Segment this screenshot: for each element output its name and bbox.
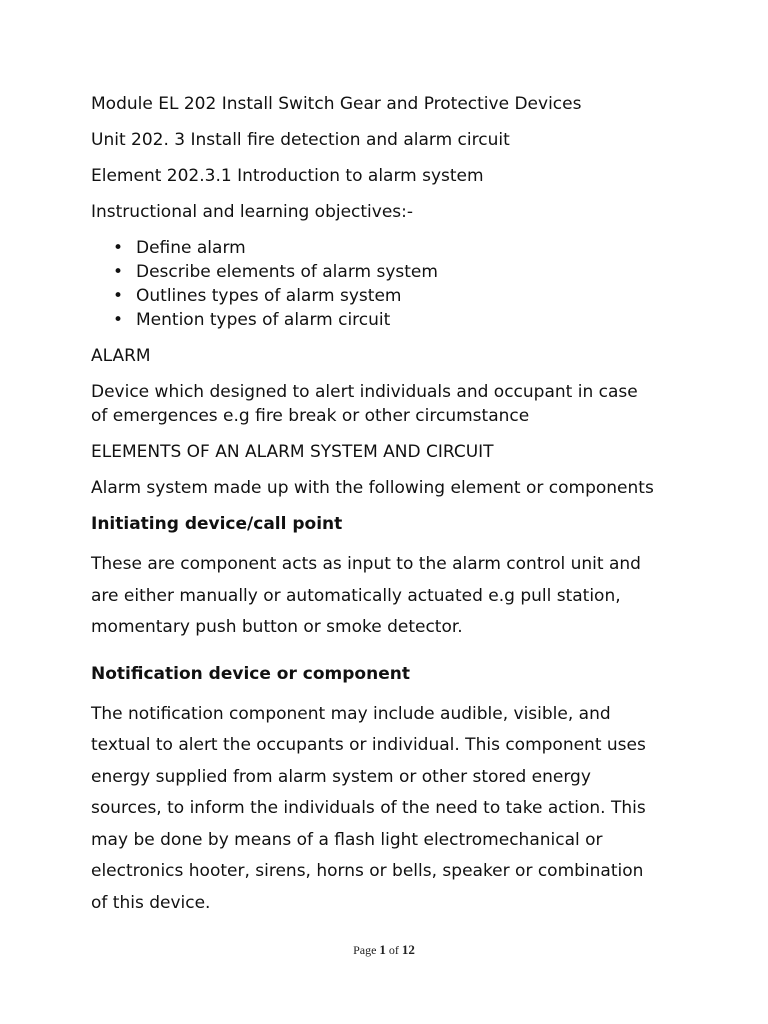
notification-line: textual to alert the occupants or individual. This component uses (91, 735, 646, 755)
list-item (91, 308, 691, 332)
notification-line: electronics hooter, sirens, horns or bells, speaker or combination (91, 861, 644, 881)
alarm-definition-line: Device which designed to alert individuals and occupant in case (91, 382, 638, 402)
bullet-icon: • (113, 286, 124, 306)
bullet-icon: • (113, 310, 124, 330)
notification-line: of this device. (91, 892, 211, 913)
initiating-heading: Initiating device/call point (91, 514, 343, 534)
list-item (91, 284, 691, 308)
objectives-list (91, 236, 691, 332)
notification-paragraph (91, 699, 691, 920)
alarm-heading: ALARM (91, 346, 151, 366)
unit-title: Unit 202. 3 Install fire detection and alarm circuit (91, 130, 510, 150)
of-label: of (388, 943, 399, 957)
alarm-definition-line: of emergences e.g fire break or other circumstance (91, 406, 530, 426)
element-title: Element 202.3.1 Introduction to alarm system (91, 166, 484, 186)
initiating-paragraph (91, 549, 691, 644)
initiating-line: are either manually or automatically actuated e.g pull station, (91, 585, 621, 606)
objectives-heading: Instructional and learning objectives:- (91, 202, 414, 222)
notification-line: may be done by means of a flash light electromechanical or (91, 829, 603, 850)
bullet-icon: • (113, 238, 124, 258)
objective-text: Define alarm (136, 238, 246, 258)
notification-line: The notification component may include audible, visible, and (91, 703, 611, 724)
objective-text: Describe elements of alarm system (136, 262, 438, 282)
notification-heading: Notification device or component (91, 663, 410, 684)
elements-heading: ELEMENTS OF AN ALARM SYSTEM AND CIRCUIT (91, 442, 494, 462)
objective-text: Mention types of alarm circuit (136, 310, 391, 330)
list-item (91, 260, 691, 284)
notification-line: sources, to inform the individuals of the need to take action. This (91, 798, 646, 818)
elements-intro: Alarm system made up with the following element or components (91, 478, 654, 498)
module-title: Module EL 202 Install Switch Gear and Protective Devices (91, 94, 582, 114)
alarm-definition (91, 380, 691, 428)
page-label: Page (353, 943, 377, 957)
bullet-icon: • (113, 262, 124, 282)
initiating-line: momentary push button or smoke detector. (91, 617, 463, 637)
notification-line: energy supplied from alarm system or other stored energy (91, 766, 591, 787)
objective-text: Outlines types of alarm system (136, 286, 402, 306)
initiating-line: These are component acts as input to the alarm control unit and (91, 554, 641, 574)
total-pages-number: 12 (401, 942, 415, 957)
document-body (91, 92, 691, 919)
current-page-number: 1 (379, 942, 386, 957)
page-footer (0, 942, 768, 958)
list-item (91, 236, 691, 260)
